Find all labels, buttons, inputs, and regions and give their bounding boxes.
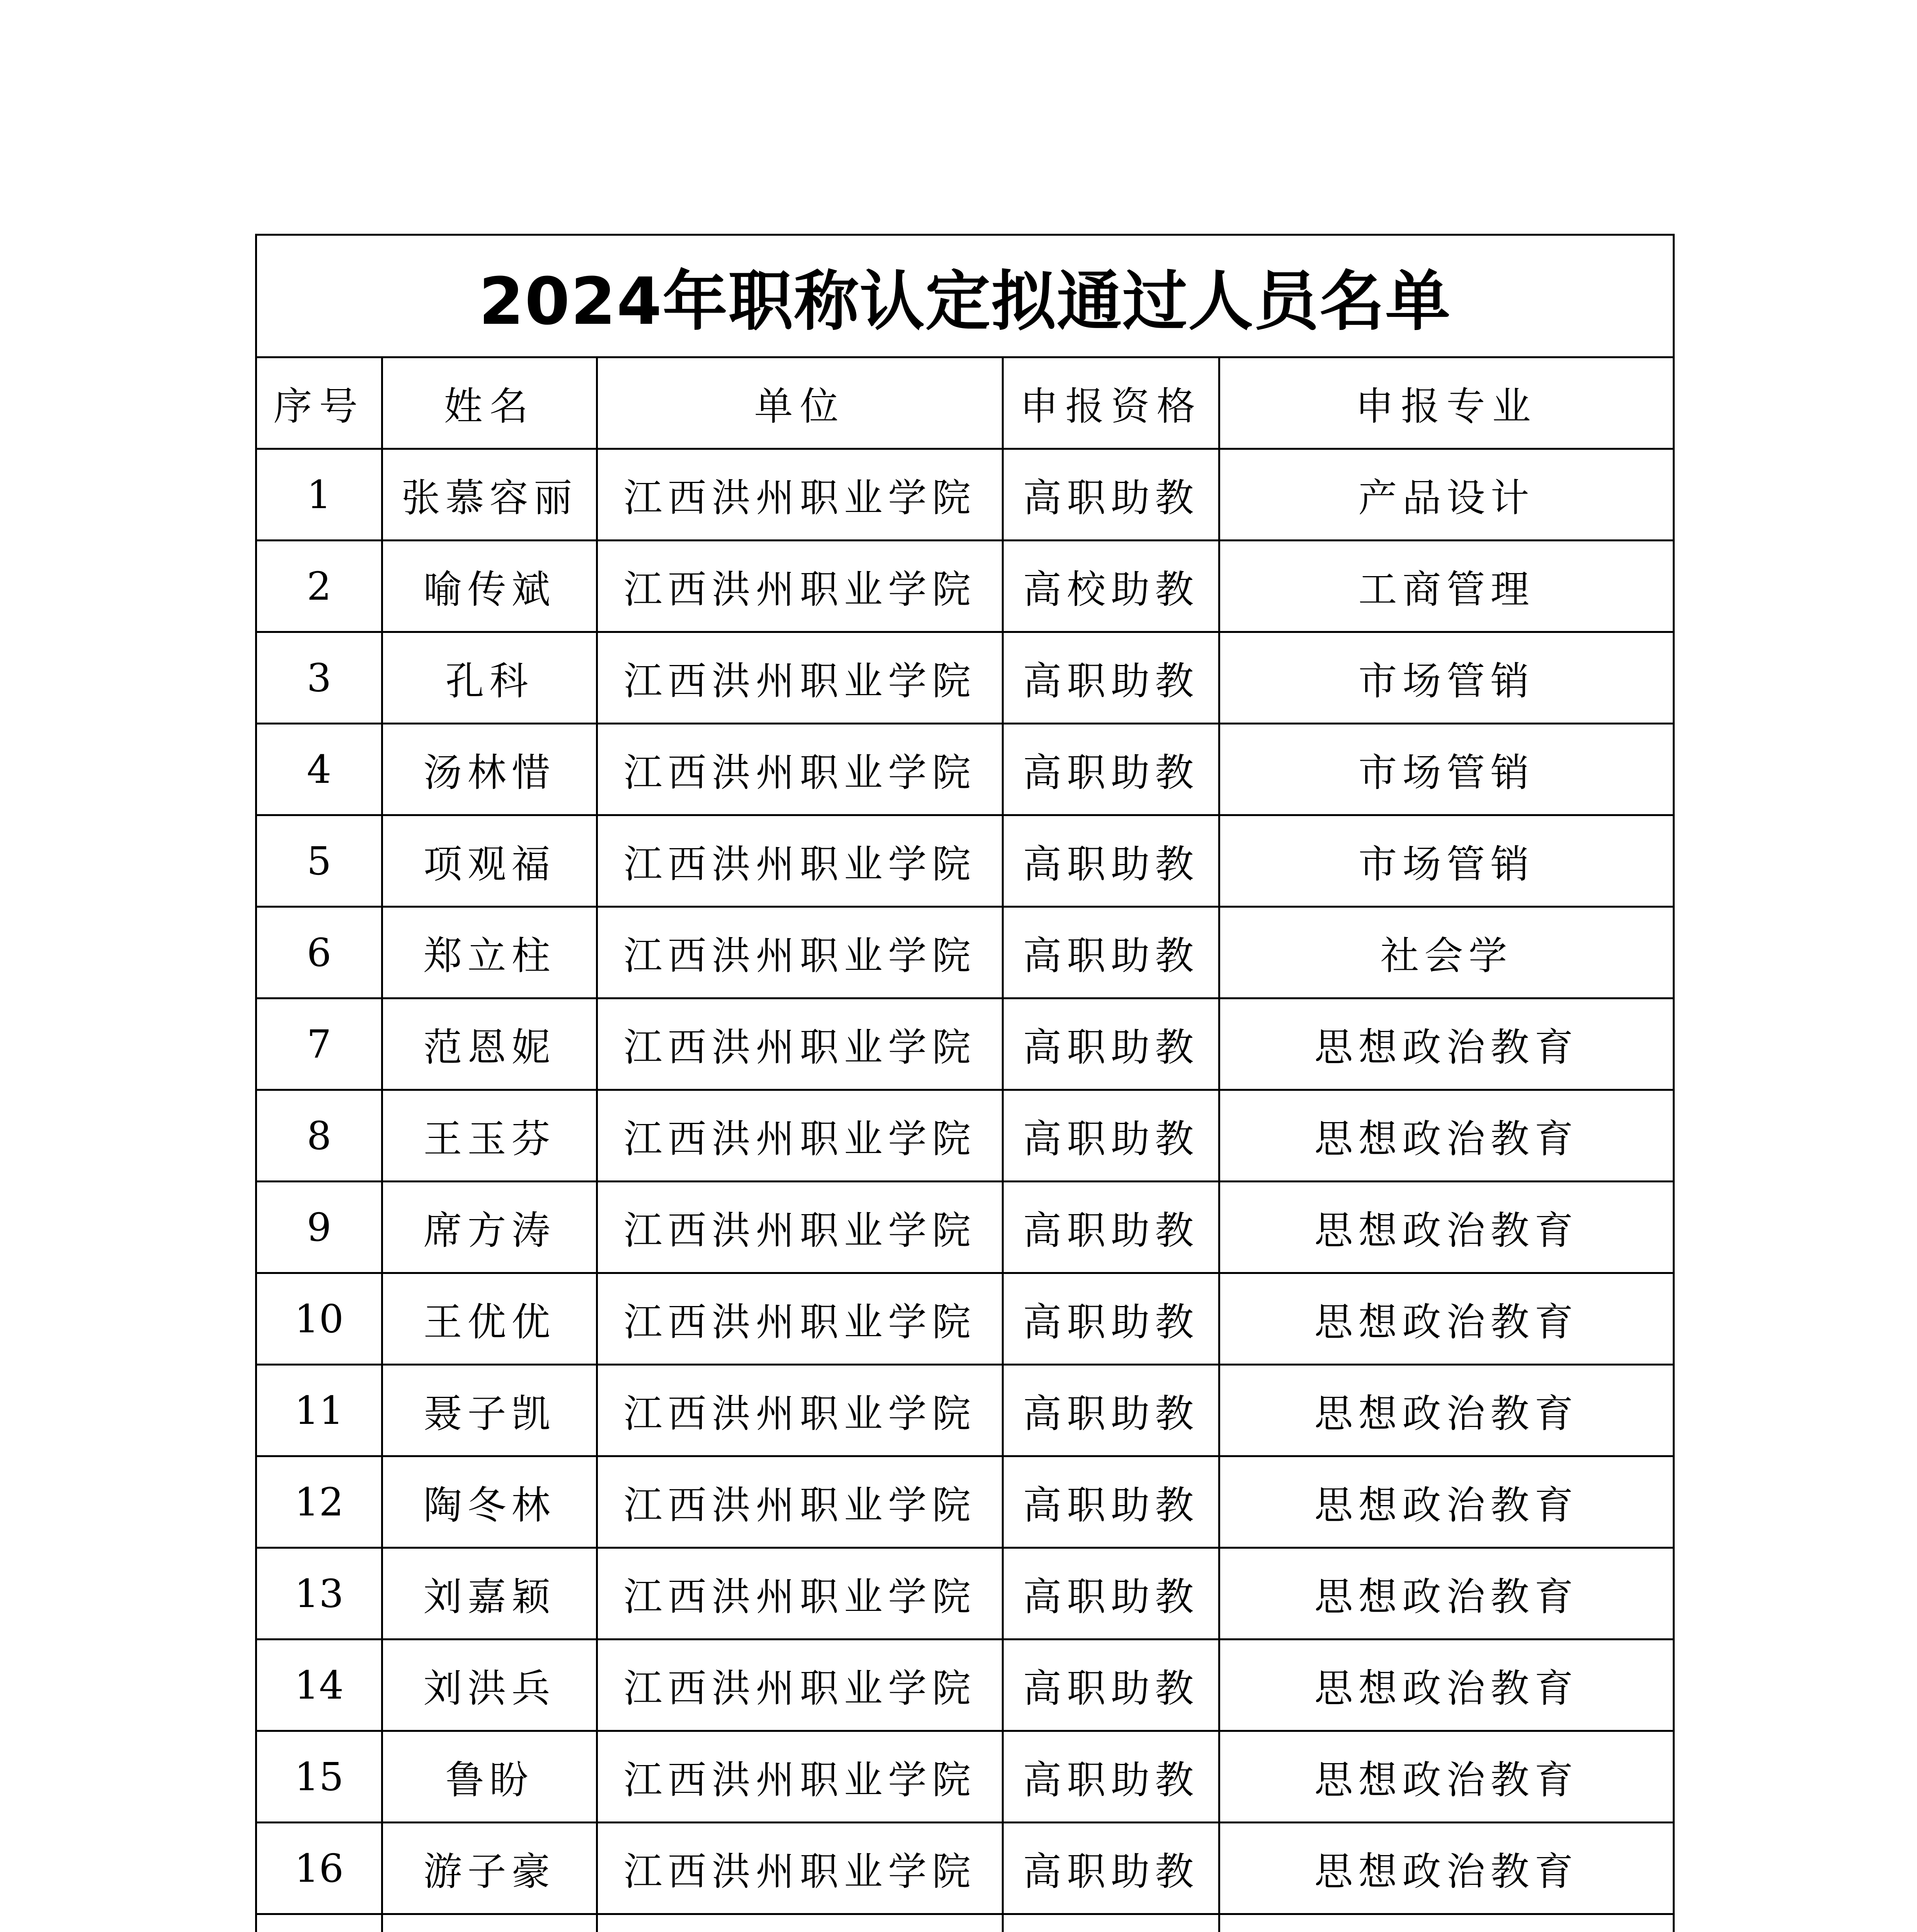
- row-qualification: 高职助教: [1003, 449, 1219, 541]
- row-unit: 江西洪州职业学院: [597, 449, 1003, 541]
- row-unit: 江西洪州职业学院: [597, 1548, 1003, 1639]
- row-index: 10: [256, 1273, 382, 1365]
- table-row: [256, 1548, 1674, 1639]
- row-name: 席方涛: [382, 1182, 597, 1273]
- table-row: [256, 998, 1674, 1090]
- row-name: 郑立柱: [382, 907, 597, 998]
- row-index: 4: [256, 724, 382, 815]
- table-row: [256, 1182, 1674, 1273]
- row-qualification: [1003, 1914, 1219, 1932]
- table-row: [256, 1914, 1674, 1932]
- row-name: 陶冬林: [382, 1456, 597, 1548]
- row-index: 11: [256, 1365, 382, 1456]
- row-name: 张慕容丽: [382, 449, 597, 541]
- row-major: 思想政治教育: [1219, 1639, 1674, 1731]
- row-major: 思想政治教育: [1219, 1365, 1674, 1456]
- row-major: 社会学: [1219, 907, 1674, 998]
- row-unit: 江西洪州职业学院: [597, 1182, 1003, 1273]
- row-qualification: 高职助教: [1003, 1182, 1219, 1273]
- table-row: [256, 724, 1674, 815]
- row-major: [1219, 1914, 1674, 1932]
- row-index: 12: [256, 1456, 382, 1548]
- row-name: 聂子凯: [382, 1365, 597, 1456]
- table-row: [256, 1273, 1674, 1365]
- row-index: 6: [256, 907, 382, 998]
- row-index: 5: [256, 815, 382, 907]
- table-row: [256, 1365, 1674, 1456]
- row-qualification: 高职助教: [1003, 1731, 1219, 1823]
- row-unit: 江西洪州职业学院: [597, 724, 1003, 815]
- row-index: 3: [256, 632, 382, 724]
- table-row: [256, 449, 1674, 541]
- table-row: [256, 1090, 1674, 1182]
- row-name: 王玉芬: [382, 1090, 597, 1182]
- table-row: [256, 815, 1674, 907]
- table-row: [256, 1823, 1674, 1914]
- row-major: 市场管销: [1219, 815, 1674, 907]
- header-index: 序号: [256, 357, 382, 449]
- row-unit: 江西洪州职业学院: [597, 1273, 1003, 1365]
- row-qualification: 高校助教: [1003, 541, 1219, 632]
- row-unit: 江西洪州职业学院: [597, 815, 1003, 907]
- row-qualification: 高职助教: [1003, 815, 1219, 907]
- header-row: [256, 357, 1674, 449]
- table-row: [256, 907, 1674, 998]
- row-major: 思想政治教育: [1219, 1090, 1674, 1182]
- row-index: 1: [256, 449, 382, 541]
- row-index: 13: [256, 1548, 382, 1639]
- row-index: 2: [256, 541, 382, 632]
- row-qualification: 高职助教: [1003, 1548, 1219, 1639]
- row-unit: [597, 1914, 1003, 1932]
- table-row: [256, 632, 1674, 724]
- row-name: 范恩妮: [382, 998, 597, 1090]
- row-major: 市场管销: [1219, 632, 1674, 724]
- document-title: 2024年职称认定拟通过人员名单: [256, 235, 1674, 357]
- row-index: 16: [256, 1823, 382, 1914]
- row-name: 刘洪兵: [382, 1639, 597, 1731]
- row-major: 思想政治教育: [1219, 1273, 1674, 1365]
- row-index: 8: [256, 1090, 382, 1182]
- row-unit: 江西洪州职业学院: [597, 1823, 1003, 1914]
- row-qualification: 高职助教: [1003, 1090, 1219, 1182]
- row-major: 思想政治教育: [1219, 1456, 1674, 1548]
- table-body: [256, 449, 1674, 1932]
- header-qualification: 申报资格: [1003, 357, 1219, 449]
- row-qualification: 高职助教: [1003, 632, 1219, 724]
- row-name: 鲁盼: [382, 1731, 597, 1823]
- row-major: 市场管销: [1219, 724, 1674, 815]
- row-name: [382, 1914, 597, 1932]
- row-name: 项观福: [382, 815, 597, 907]
- row-index: 15: [256, 1731, 382, 1823]
- row-name: 喻传斌: [382, 541, 597, 632]
- row-qualification: 高职助教: [1003, 1365, 1219, 1456]
- row-major: 思想政治教育: [1219, 1823, 1674, 1914]
- table-row: [256, 1639, 1674, 1731]
- row-unit: 江西洪州职业学院: [597, 998, 1003, 1090]
- row-name: 王优优: [382, 1273, 597, 1365]
- row-unit: 江西洪州职业学院: [597, 1365, 1003, 1456]
- table-row: [256, 541, 1674, 632]
- row-qualification: 高职助教: [1003, 1639, 1219, 1731]
- row-major: 思想政治教育: [1219, 1182, 1674, 1273]
- row-index: 9: [256, 1182, 382, 1273]
- row-qualification: 高职助教: [1003, 1823, 1219, 1914]
- row-unit: 江西洪州职业学院: [597, 1090, 1003, 1182]
- row-unit: 江西洪州职业学院: [597, 632, 1003, 724]
- row-index: 7: [256, 998, 382, 1090]
- row-unit: 江西洪州职业学院: [597, 1731, 1003, 1823]
- row-name: 孔科: [382, 632, 597, 724]
- row-major: 工商管理: [1219, 541, 1674, 632]
- row-unit: 江西洪州职业学院: [597, 907, 1003, 998]
- header-name: 姓名: [382, 357, 597, 449]
- title-row: [256, 235, 1674, 357]
- row-qualification: 高职助教: [1003, 1456, 1219, 1548]
- row-major: 产品设计: [1219, 449, 1674, 541]
- row-major: 思想政治教育: [1219, 1731, 1674, 1823]
- row-name: 游子豪: [382, 1823, 597, 1914]
- row-index: [256, 1914, 382, 1932]
- row-unit: 江西洪州职业学院: [597, 541, 1003, 632]
- header-unit: 单位: [597, 357, 1003, 449]
- row-name: 刘嘉颖: [382, 1548, 597, 1639]
- row-unit: 江西洪州职业学院: [597, 1639, 1003, 1731]
- row-qualification: 高职助教: [1003, 998, 1219, 1090]
- header-major: 申报专业: [1219, 357, 1674, 449]
- table-row: [256, 1456, 1674, 1548]
- row-qualification: 高职助教: [1003, 907, 1219, 998]
- row-index: 14: [256, 1639, 382, 1731]
- row-qualification: 高职助教: [1003, 724, 1219, 815]
- table-row: [256, 1731, 1674, 1823]
- row-major: 思想政治教育: [1219, 998, 1674, 1090]
- row-name: 汤林惜: [382, 724, 597, 815]
- row-unit: 江西洪州职业学院: [597, 1456, 1003, 1548]
- row-major: 思想政治教育: [1219, 1548, 1674, 1639]
- candidate-list-table: [255, 234, 1675, 1932]
- row-qualification: 高职助教: [1003, 1273, 1219, 1365]
